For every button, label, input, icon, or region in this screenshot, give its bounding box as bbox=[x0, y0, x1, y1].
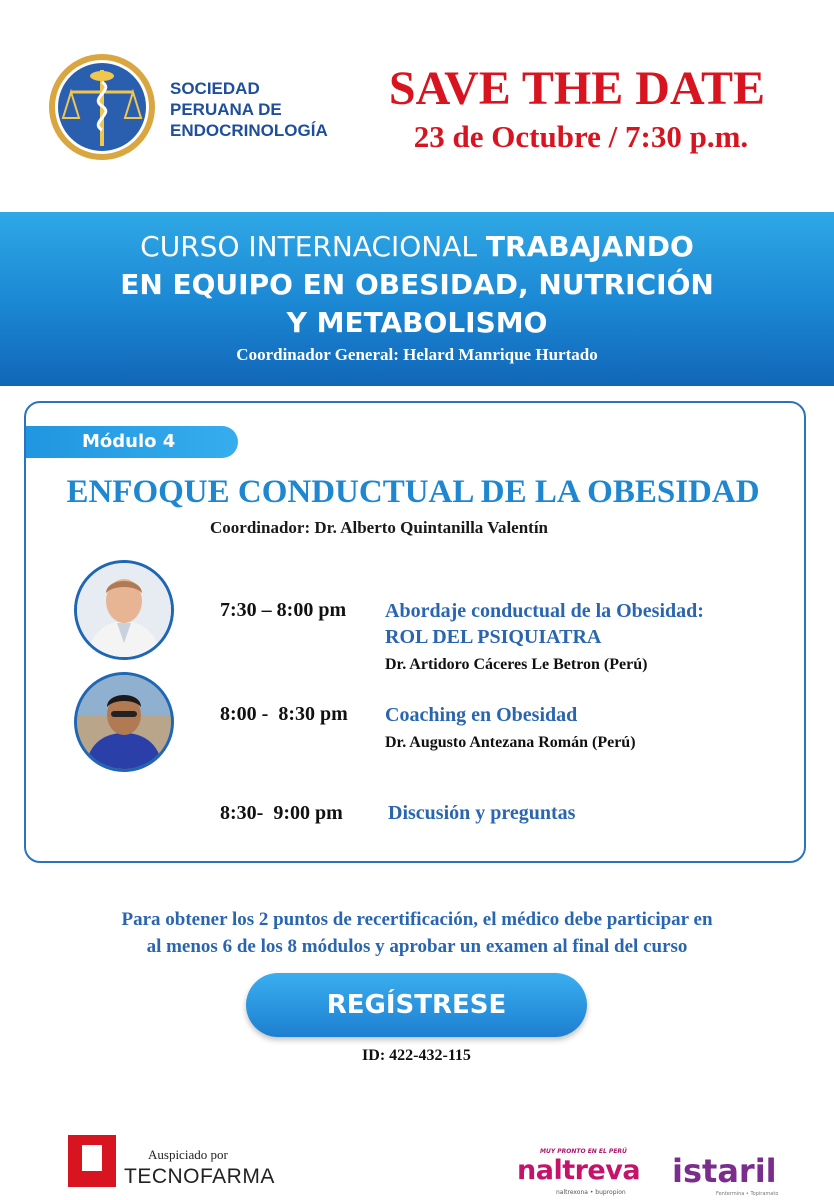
speaker-photo-antezana bbox=[74, 672, 174, 772]
module-coordinator: Coordinador: Dr. Alberto Quintanilla Valentín bbox=[210, 518, 549, 537]
module-label: Módulo 4 bbox=[82, 431, 176, 452]
sponsor-caption: Auspiciado por bbox=[148, 1147, 228, 1162]
module-title: ENFOQUE CONDUCTUAL DE LA OBESIDAD bbox=[66, 474, 760, 510]
istaril-subtitle: Fentermina • Topiramato bbox=[716, 1191, 779, 1197]
society-seal-logo bbox=[47, 52, 157, 162]
general-coordinator: Coordinador General: Helard Manrique Hurtado bbox=[236, 345, 598, 364]
speaker-photo-caceres bbox=[74, 560, 174, 660]
session-1-time: 7:30 – 8:00 pm bbox=[220, 599, 347, 621]
session-2-speaker: Dr. Augusto Antezana Román (Perú) bbox=[385, 734, 636, 751]
meeting-id: ID: 422-432-115 bbox=[362, 1047, 471, 1064]
sponsor-name: TECNOFARMA bbox=[124, 1165, 275, 1188]
tecnofarma-logo-icon bbox=[68, 1135, 116, 1187]
session-1-speaker: Dr. Artidoro Cáceres Le Betron (Perú) bbox=[385, 656, 648, 673]
session-1-title: Abordaje conductual de la Obesidad: ROL DEL PSIQUIATRA bbox=[385, 600, 704, 648]
session-2-title: Coaching en Obesidad bbox=[385, 704, 578, 726]
naltreva-tagline: MUY PRONTO EN EL PERÚ bbox=[540, 1148, 627, 1155]
organization-name: SOCIEDAD PERUANA DE ENDOCRINOLOGÍA bbox=[170, 79, 328, 140]
session-3-time: 8:30- 9:00 pm bbox=[220, 802, 343, 824]
save-the-date-title: SAVE THE DATE bbox=[388, 62, 766, 115]
session-3-title: Discusión y preguntas bbox=[388, 802, 576, 824]
recertification-note: Para obtener los 2 puntos de recertificación, el médico debe participar en al menos 6 de los 8 módulos y aprobar un examen al final del curso bbox=[121, 909, 713, 957]
naltreva-logo: naltreva bbox=[517, 1155, 641, 1186]
course-title: CURSO INTERNACIONAL TRABAJANDO EN EQUIPO EN OBESIDAD, NUTRICIÓN Y METABOLISMO bbox=[120, 230, 714, 339]
register-button[interactable]: REGÍSTRESE bbox=[246, 973, 587, 1037]
naltreva-subtitle: naltrexona • bupropion bbox=[556, 1189, 626, 1196]
session-2-time: 8:00 - 8:30 pm bbox=[220, 703, 348, 725]
event-date-time: 23 de Octubre / 7:30 p.m. bbox=[413, 119, 749, 154]
istaril-logo: istaril bbox=[672, 1152, 777, 1190]
